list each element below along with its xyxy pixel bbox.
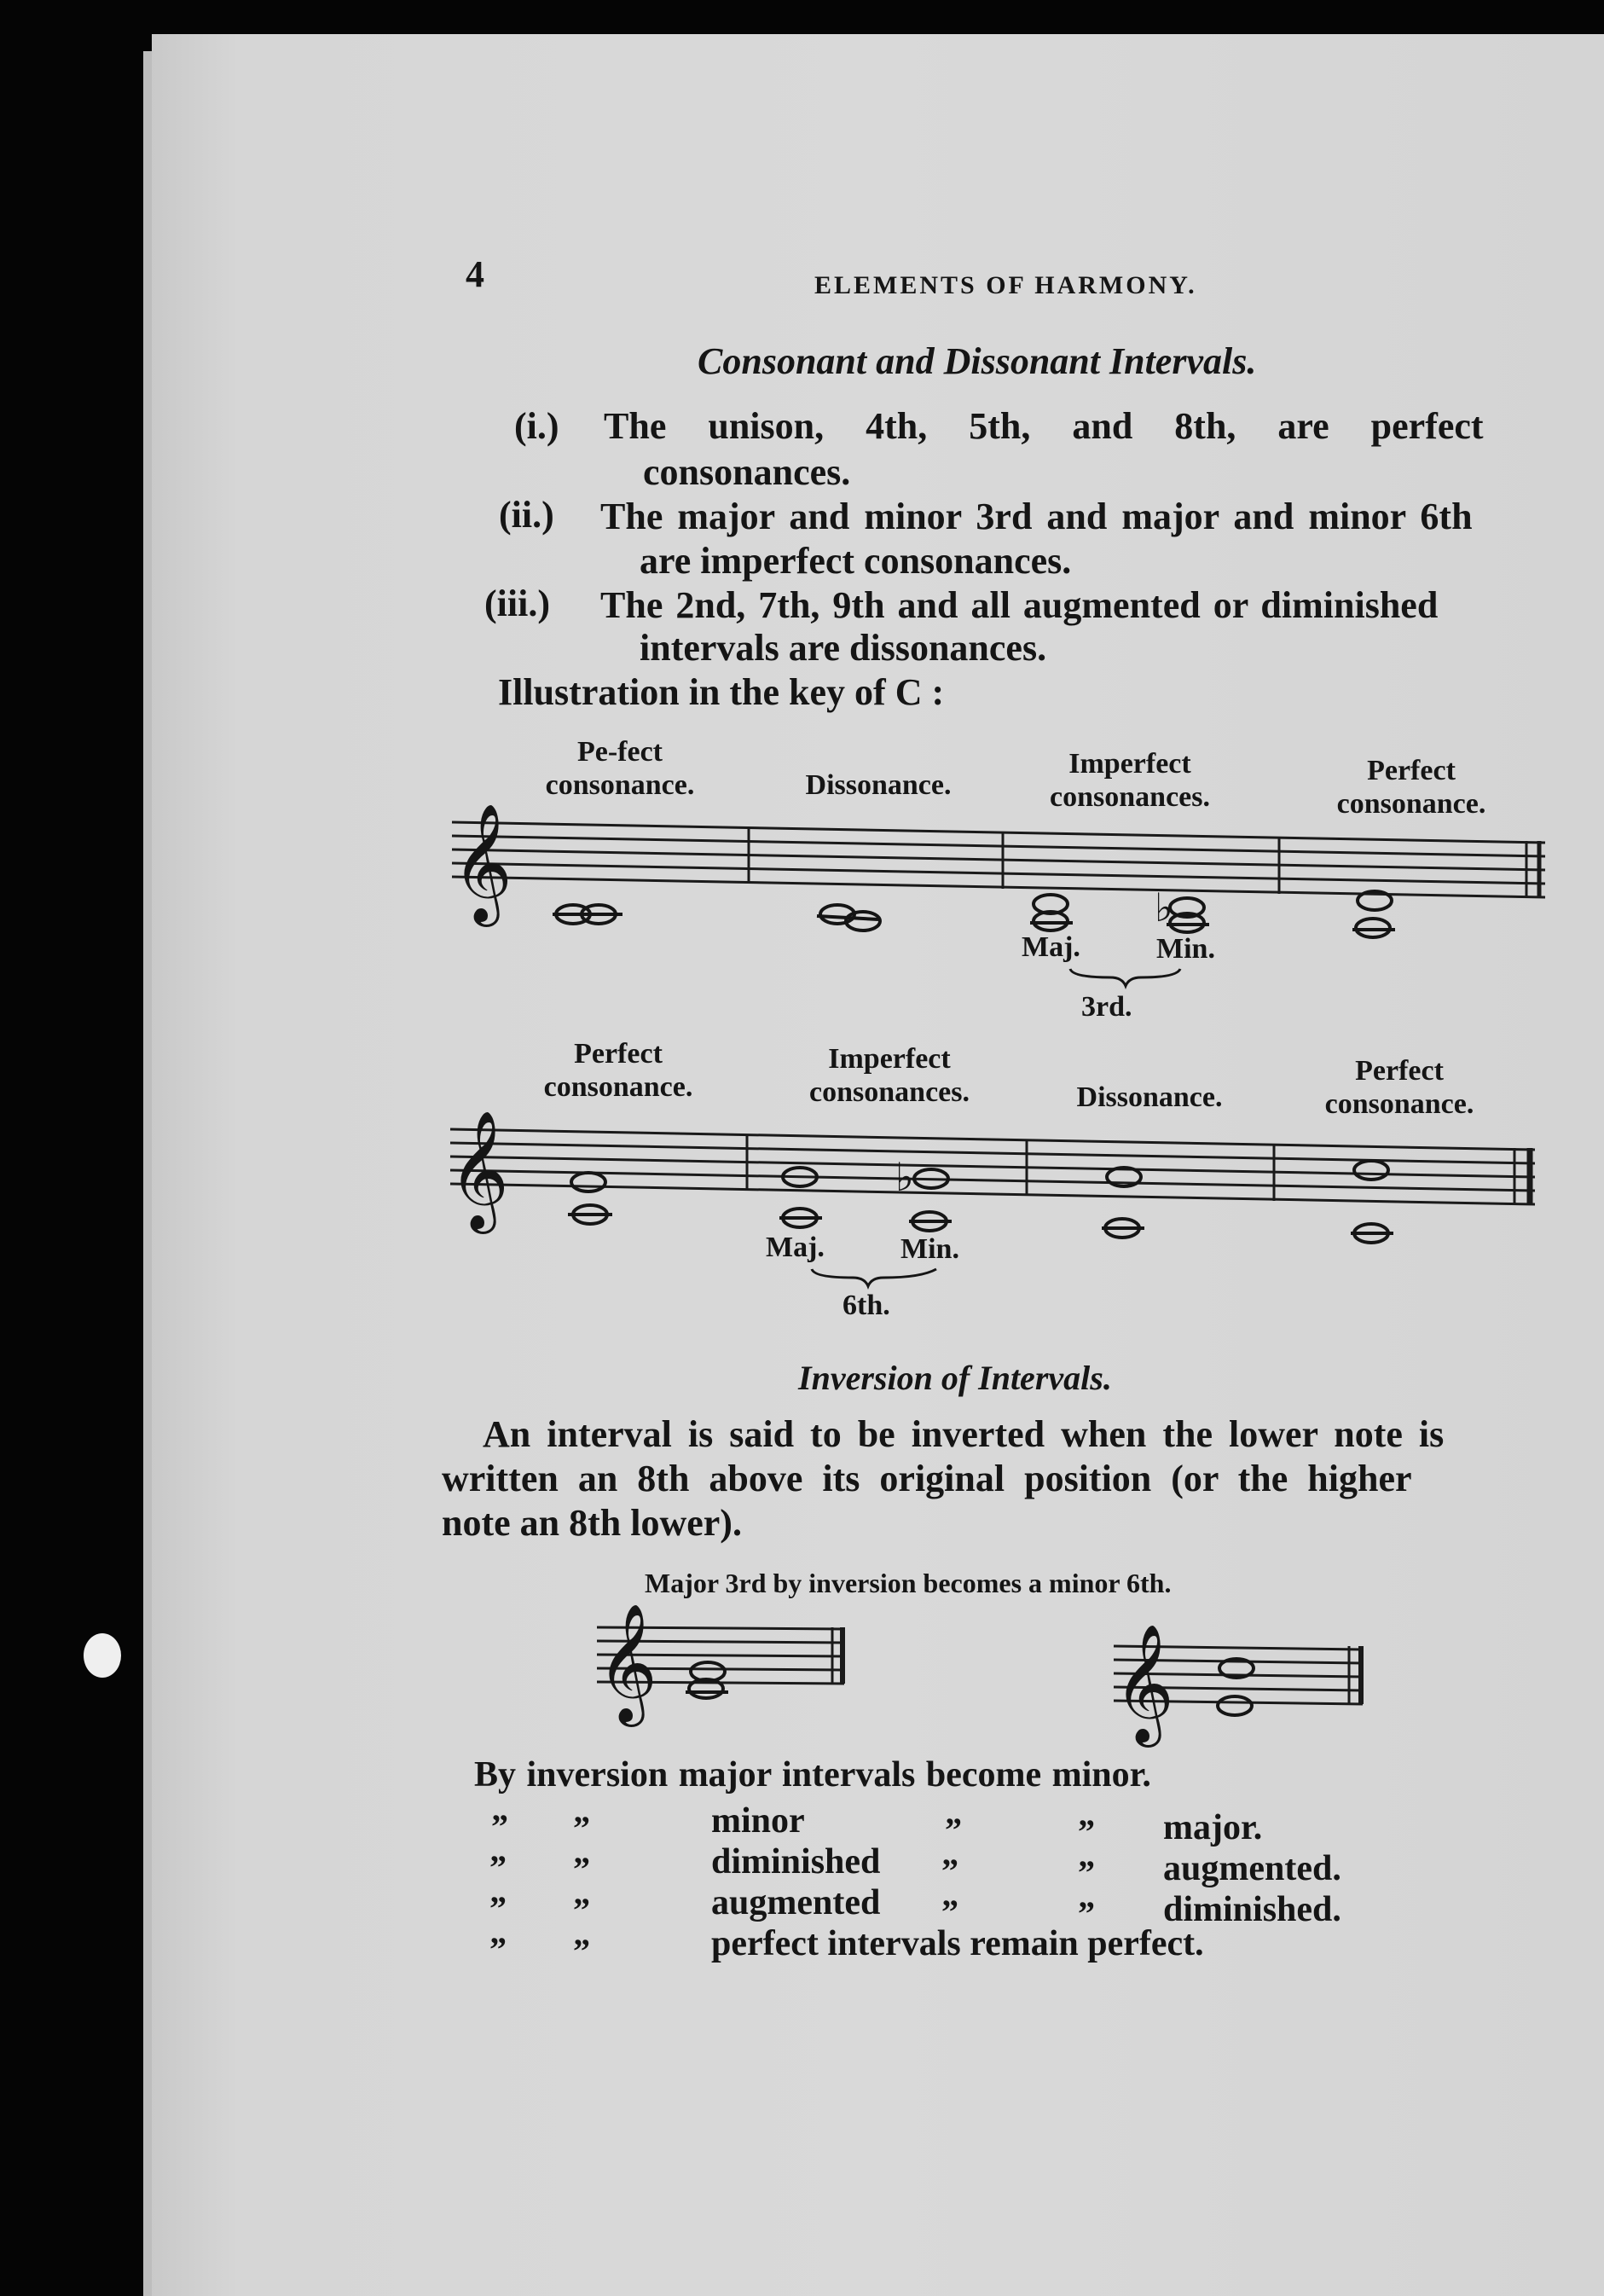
ditto-mark: ” xyxy=(573,1850,590,1888)
ditto-mark: ” xyxy=(573,1932,590,1970)
inversion-from: diminished xyxy=(711,1842,881,1881)
treble-clef-icon: 𝄞 xyxy=(1114,1624,1174,1742)
section-heading-inversion: Inversion of Intervals. xyxy=(798,1359,1112,1397)
rule-number: (iii.) xyxy=(484,583,550,624)
maj-label: Maj. xyxy=(766,1232,825,1263)
interval-label: Imperfect consonances. xyxy=(1050,748,1210,814)
ditto-mark: ” xyxy=(489,1889,507,1928)
treble-clef-icon: 𝄞 xyxy=(597,1603,657,1722)
rule-text-continued: consonances. xyxy=(643,451,851,493)
ditto-mark: ” xyxy=(573,1891,590,1929)
interval-label: Perfect consonance. xyxy=(543,1038,693,1104)
ditto-mark: ” xyxy=(1078,1894,1095,1933)
flat-sign-icon: ♭ xyxy=(895,1154,914,1200)
interval-label: Pe-fect consonance. xyxy=(545,736,695,802)
interval-label: Imperfect consonances. xyxy=(809,1043,970,1109)
ditto-mark: ” xyxy=(573,1809,590,1847)
page-number: 4 xyxy=(466,253,484,295)
rule-number: (ii.) xyxy=(499,494,554,536)
inversion-from: minor xyxy=(711,1801,805,1841)
rule-text-continued: are imperfect consonances. xyxy=(640,540,1072,582)
ditto-mark: ” xyxy=(491,1807,508,1846)
inversion-list-last: perfect intervals remain perfect. xyxy=(711,1924,1204,1963)
ditto-mark: ” xyxy=(1078,1853,1095,1892)
ditto-mark: ” xyxy=(945,1811,962,1849)
inversion-to: diminished. xyxy=(1163,1890,1341,1929)
interval-label: Dissonance. xyxy=(805,769,952,802)
inversion-to: major. xyxy=(1163,1808,1263,1847)
rule-number: (i.) xyxy=(514,405,559,447)
interval-label: Dissonance. xyxy=(1076,1081,1223,1114)
section-heading-consonant-dissonant: Consonant and Dissonant Intervals. xyxy=(698,340,1257,382)
min-label: Min. xyxy=(1156,933,1215,965)
ditto-mark: ” xyxy=(489,1930,507,1968)
flat-sign-icon: ♭ xyxy=(1155,884,1173,931)
rule-text: The unison, 4th, 5th, and 8th, are perfect xyxy=(604,405,1484,447)
running-title: ELEMENTS OF HARMONY. xyxy=(814,271,1197,299)
min-label: Min. xyxy=(900,1233,959,1265)
ditto-mark: ” xyxy=(941,1893,958,1931)
interval-bracket-label: 6th. xyxy=(843,1290,890,1321)
interval-label: Perfect consonance. xyxy=(1324,1055,1474,1121)
inversion-list-first: By inversion major intervals become minor. xyxy=(474,1755,1151,1794)
paragraph-line: An interval is said to be inverted when the lower note is xyxy=(483,1413,1445,1455)
inversion-from: augmented xyxy=(711,1883,881,1922)
rule-text-continued: intervals are dissonances. xyxy=(640,627,1047,669)
paragraph-line: written an 8th above its original position (or the higher xyxy=(442,1458,1412,1499)
treble-clef-icon: 𝄞 xyxy=(449,1110,509,1229)
interval-label: Perfect consonance. xyxy=(1336,755,1486,820)
ditto-mark: ” xyxy=(489,1848,507,1887)
ditto-mark: ” xyxy=(1078,1812,1095,1851)
rule-text: The 2nd, 7th, 9th and all augmented or diminished xyxy=(600,584,1439,626)
interval-bracket-label: 3rd. xyxy=(1081,991,1132,1023)
illustration-intro: Illustration in the key of C : xyxy=(498,671,945,713)
rule-text: The major and minor 3rd and major and minor 6th xyxy=(600,496,1473,537)
paragraph-line: note an 8th lower). xyxy=(442,1502,742,1544)
treble-clef-icon: 𝄞 xyxy=(452,803,512,922)
inversion-to: augmented. xyxy=(1163,1849,1341,1888)
example-caption: Major 3rd by inversion becomes a minor 6th. xyxy=(645,1568,1172,1598)
maj-label: Maj. xyxy=(1022,931,1080,963)
ditto-mark: ” xyxy=(941,1852,958,1890)
